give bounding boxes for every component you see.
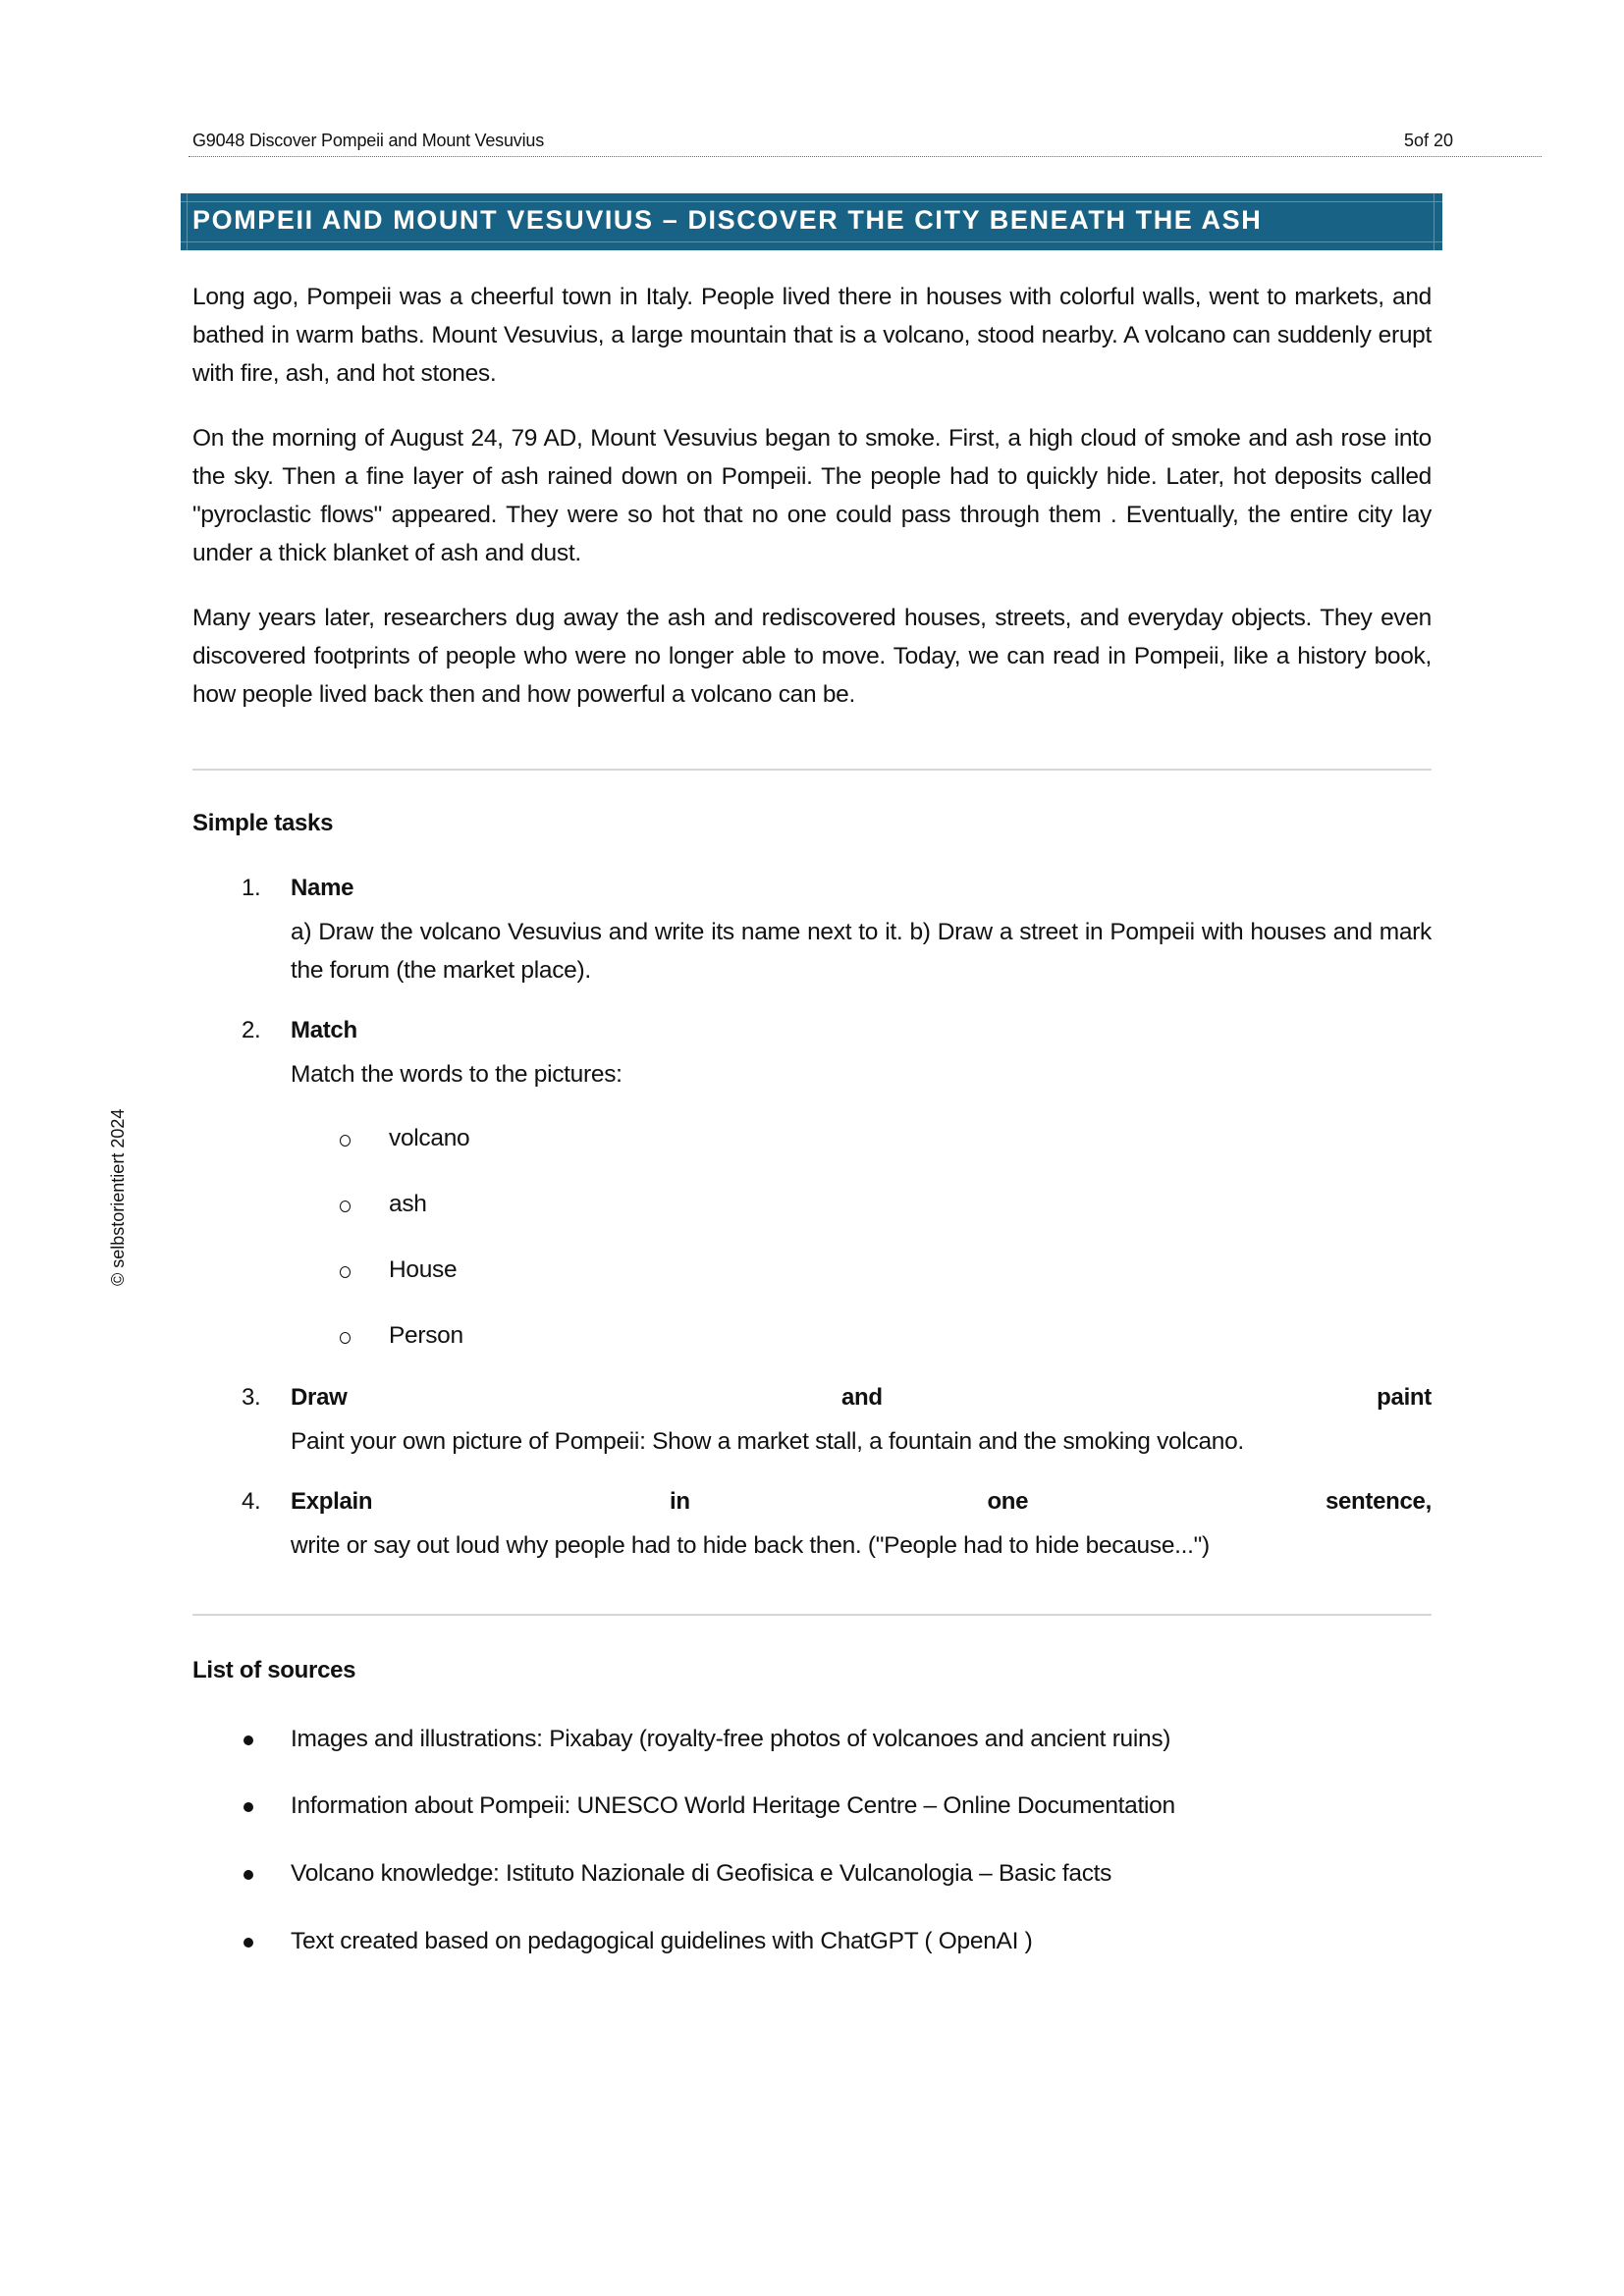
task-title [291,1488,1432,1516]
title-banner [181,193,1442,250]
tasks-heading: Simple tasks [192,810,334,836]
task-title-word: sentence, [1325,1488,1432,1515]
task-title-word: Explain [291,1488,373,1515]
intro-paragraph-3: Many years later, researchers dug away the ash and rediscovered houses, streets, and everyday objects. They even discovered footprints of people who were no longer able to move. Today, we can read in Pompeii, like a history book, how people lived back then and how powerful a volcano can be. [192,605,1432,708]
circle-bullet-icon [340,1332,351,1344]
task-title-word: paint [1377,1384,1432,1411]
source-text: Volcano knowledge: Istituto Nazionale di Geofisica e Vulcanologia – Basic facts [291,1860,1112,1887]
bullet-icon [244,1802,253,1812]
task-title-word: one [987,1488,1029,1515]
source-text: Images and illustrations: Pixabay (royalty-free photos of volcanoes and ancient ruins) [291,1726,1171,1752]
circle-bullet-icon [340,1135,351,1147]
match-word: House [389,1256,458,1283]
task-body: Paint your own picture of Pompeii: Show a market stall, a fountain and the smoking volcano. [291,1428,1244,1455]
match-word: volcano [389,1125,470,1151]
task-title: Name [291,875,354,901]
task-title-word: in [669,1488,690,1515]
bullet-icon [244,1735,253,1745]
source-text: Text created based on pedagogical guidelines with ChatGPT ( OpenAI ) [291,1928,1033,1954]
document-title: G9048 Discover Pompeii and Mount Vesuvius [192,131,544,150]
divider [192,769,1432,771]
match-word: ash [389,1191,427,1217]
task-body: a) Draw the volcano Vesuvius and write its name next to it. b) Draw a street in Pompeii with houses and mark the forum (the market place). [291,919,1432,984]
page-number: 5of 20 [1403,131,1453,150]
circle-bullet-icon [340,1201,351,1212]
task-number: 2. [242,1017,261,1043]
bullet-icon [244,1870,253,1880]
task-title: Match [291,1017,357,1043]
intro-paragraph-1: Long ago, Pompeii was a cheerful town in Italy. People lived there in houses with colorful walls, went to markets, and bathed in warm baths. Mount Vesuvius, a large mountain that is a volcano, stood nearby. A volcano can suddenly erupt with fire, ash, and hot stones. [192,284,1432,387]
page-header [189,128,1542,157]
task-title [291,1384,1432,1412]
sources-heading: List of sources [192,1657,356,1683]
task-body: write or say out loud why people had to hide back then. ("People had to hide because...") [291,1532,1210,1559]
task-number: 4. [242,1488,261,1515]
task-title-word: and [840,1384,883,1411]
task-number: 3. [242,1384,261,1411]
copyright-note: © selbstorientiert 2024 [108,1108,128,1286]
bullet-icon [244,1938,253,1948]
match-word: Person [389,1322,463,1349]
task-body: Match the words to the pictures: [291,1061,623,1088]
task-title-word: Draw [291,1384,348,1411]
intro-paragraph-2: On the morning of August 24, 79 AD, Mount Vesuvius began to smoke. First, a high cloud of smoke and ash rose into the sky. Then a fine layer of ash rained down on Pompeii. The people had to quickly hide. Later, hot deposits called "pyroclastic flows" appeared. They were so hot that no one could pass through them . Eventually, the entire city lay under a thick blanket of ash and dust. [192,425,1432,566]
intro-section [192,278,1432,714]
page-title: POMPEII AND MOUNT VESUVIUS – DISCOVER THE CITY BENEATH THE ASH [192,205,1263,235]
source-text: Information about Pompeii: UNESCO World Heritage Centre – Online Documentation [291,1792,1175,1819]
divider [192,1614,1432,1616]
task-number: 1. [242,875,261,901]
circle-bullet-icon [340,1266,351,1278]
